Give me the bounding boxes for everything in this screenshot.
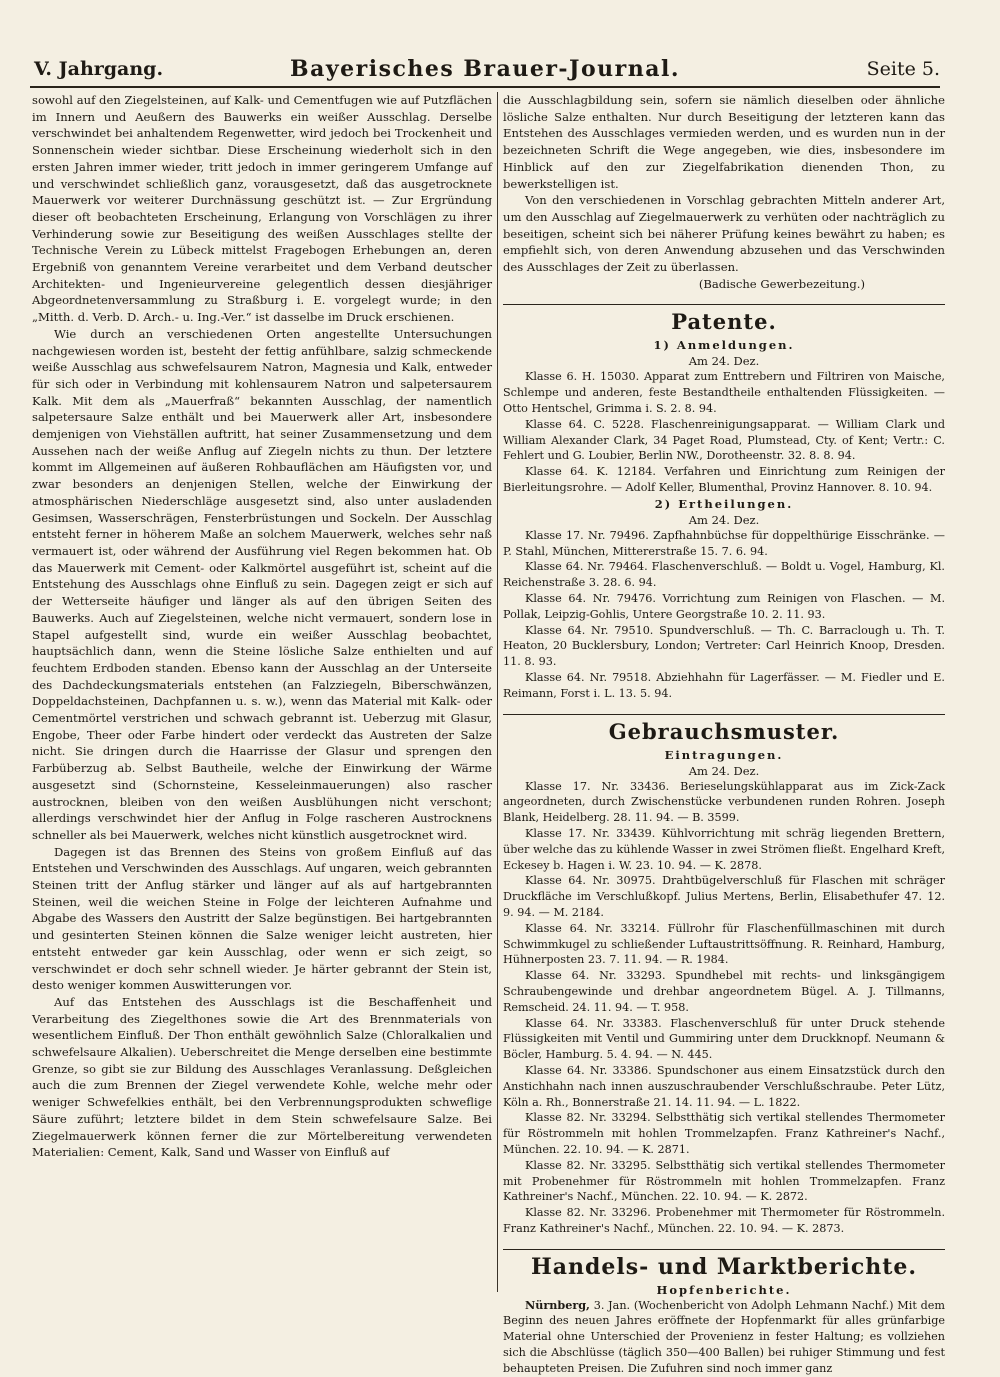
utility-model-entry: Klasse 17. Nr. 33436. Berieselungskühlapparat aus im Zick-Zack angeordneten, durch Zwischenstücke verbundenen runden Rohren. Joseph Blank, Heidelberg. 28. 11. 94. — B. 3599. bbox=[503, 779, 945, 825]
article-paragraph: Von den verschiedenen in Vorschlag gebrachten Mitteln anderer Art, um den Ausschlag auf Ziegelmauerwerk zu verhüten oder nachträglich zu beseitigen, scheint sich bei näherer Prüfung keines bewährt zu haben; es empfiehlt sich, von deren Anwendung abzusehen und das Verschwinden des Ausschlages der Zeit zu überlassen. bbox=[503, 193, 945, 275]
article-paragraph: Wie durch an verschiedenen Orten angestellte Untersuchungen nachgewiesen worden ist, besteht der fettig anfühlbare, salzig schmeckende weiße Ausschlag aus schwefelsaurem Natron, Magnesia und Kalk, entweder für sich oder in Verbindung mit kohlensaurem Natron und salpetersaurem Kalk. Mit dem als „Mauerfraß“ bekannten Ausschlag, der namentlich salpetersaure Salze enthält und bei Mauerwerk aller Art, insbesondere demjenigen von Viehställen auftritt, hat seiner Zusammensetzung und dem Aussehen nach der weiße Anflug auf Ziegeln nichts zu thun. Der letztere kommt im Allgemeinen auf äußeren Rohbauflächen am Häufigsten vor, und zwar besonders an denjenigen Stellen, welche der Einwirkung der atmosphärischen Niederschläge ausgesetzt sind, also unter ausladenden Gesimsen, Wasserschrägen, Fensterbrüstungen und Sockeln. Der Ausschlag entsteht ferner in höherem Maße an solchem Mauerwerk, welches sehr naß vermauert ist, oder während der Ausführung viel Regen bekommen hat. Ob das Mauerwerk mit Cement- oder Kalkmörtel ausgeführt ist, scheint auf die Entstehung des Ausschlags ohne Einfluß zu sein. Dagegen zeigt er sich auf der Wetterseite häufiger und länger als auf den übrigen Seiten des Bauwerks. Auch auf Ziegelsteinen, welche nicht vermauert, sondern lose in Stapel aufgestellt sind, wurde ein weißer Ausschlag beobachtet, hauptsächlich dann, wenn die Steine lösliche Salze enthielten und auf feuchtem Erdboden standen. Ebenso kann der Ausschlag an der Unterseite des Dachdeckungsmaterials entstehen (an Falzziegeln, Biberschwänzen, Doppeldachsteinen, Dachpfannen u. s. w.), wenn das Material mit Kalk- oder Cementmörtel verstrichen und schwach gebrannt ist. Ueberzug mit Glasur, Engobe, Theer oder Farbe hindert oder verdeckt das Austreten der Salze nicht. Sie dringen durch die Haarrisse der Glasur und sprengen den Farbüberzug ab. Selbst Bautheile, welche der Einwirkung der Wärme ausgesetzt sind (Schornsteine, Kesseleinmauerungen) also rascher austrocknen, bleiben von den weißen Ausblühungen nicht verschont; allerdings verschwindet hier der Anflug in Folge rascheren Austrocknens schneller als bei Mauerwerk, welches nicht künstlich ausgetrocknet wird. bbox=[32, 326, 492, 842]
section-rule bbox=[503, 1249, 945, 1250]
utility-model-entry: Klasse 64. Nr. 33383. Flaschenverschluß für unter Druck stehende Flüssigkeiten mit Ventil und Gummiring unter dem Druckknopf. Neumann & Böcler, Hamburg. 5. 4. 94. — N. 445. bbox=[503, 1016, 945, 1062]
report-place: Nürnberg, bbox=[525, 1297, 590, 1312]
date-line: Am 24. Dez. bbox=[688, 763, 760, 778]
section-title-handel: Handels- und Marktberichte. bbox=[530, 1253, 918, 1280]
utility-model-entry: Klasse 64. Nr. 33386. Spundschoner aus einem Einsatzstück durch den Anstichhahn nach innen auszuschraubender Verschlußschraube. Peter Lütz, Köln a. Rh., Bonnerstraße 21. 14. 11. 94. — L. 1822. bbox=[503, 1063, 945, 1109]
left-column bbox=[32, 92, 492, 1350]
patent-entry: Klasse 64. K. 12184. Verfahren und Einrichtung zum Reinigen der Bierleitungsrohre. — Adolf Keller, Blumenthal, Provinz Hannover. 8. 10. 94. bbox=[503, 465, 945, 495]
subsection-title: Hopfenberichte. bbox=[656, 1282, 792, 1297]
article-paragraph: Dagegen ist das Brennen des Steins von großem Einfluß auf das Entstehen und Verschwinden des Ausschlags. Auf ungaren, weich gebrannten Steinen tritt der Anflug stärker und länger auf als auf hartgebrannten Steinen, weil die weichen Steine in Folge der leichteren Aufnahme und Abgabe des Wassers den Austritt der Salze begünstigen. Bei hartgebrannten und gesinterten Steinen können die Salze weniger leicht austreten, hier entsteht entweder gar kein Ausschlag, oder wenn er sich zeigt, so verschwindet er doch sehr schnell wieder. Je härter gebrannt der Stein ist, desto weniger kommen Auswitterungen vor. bbox=[32, 844, 492, 993]
patent-entry: Klasse 64. Nr. 79476. Vorrichtung zum Reinigen von Flaschen. — M. Pollak, Leipzig-Gohlis, Untere Georgstraße 10. 2. 11. 93. bbox=[503, 592, 945, 621]
patent-entry: Klasse 17. Nr. 79496. Zapfhahnbüchse für doppelthürige Eisschränke. — P. Stahl, München, Mittererstraße 15. 7. 6. 94. bbox=[503, 528, 945, 558]
subsection-title: Eintragungen. bbox=[664, 747, 784, 762]
article-paragraph: Auf das Entstehen des Ausschlags ist die Beschaffenheit und Verarbeitung des Ziegelthones sowie die Art des Brennmaterials von wesentlichem Einfluß. Der Thon enthält gewöhnlich Salze (Chloralkalien und schwefelsaure Alkalien). Ueberschreitet die Menge derselben eine bestimmte Grenze, so gibt sie zur Bildung des Ausschlages Veranlassung. Deßgleichen auch die zum Brennen der Ziegel verwendete Kohle, welche mehr oder weniger Schwefelkies enthält, bei den Verbrennungsprodukten schweflige Säure zuführt; letztere bildet in dem Stein schwefelsaure Salze. Bei Ziegelmauerwerk können ferner die zur Mörtelbereitung verwendeten Materialien: Cement, Kalk, Sand und Wasser von Einfluß auf bbox=[32, 994, 492, 1160]
journal-title: Bayerisches Brauer-Journal. bbox=[290, 56, 680, 82]
article-paragraph: sowohl auf den Ziegelsteinen, auf Kalk- und Cementfugen wie auf Putzflächen im Innern und Aeußern des Bauwerks ein weißer Ausschlag. Derselbe verschwindet bei anhaltendem Regenwetter, wird jedoch bei Trockenheit und Sonnenschein wieder sichtbar. Diese Erscheinung wiederholt sich in den ersten Jahren immer wieder, tritt jedoch in immer geringerem Umfange auf und verschwindet schließlich ganz, vorausgesetzt, daß das ausgetrocknete Mauerwerk vor weiterer Durchnässung geschützt ist. — Zur Ergründung dieser oft beobachteten Erscheinung, Erlangung von Vorschlägen zu ihrer Verhinderung sowie zur Beseitigung des weißen Ausschlages stellte der Technische Verein zu Lübeck mittelst Fragebogen Erhebungen an, deren Ergebniß von genanntem Vereine verarbeitet und dem Verband deutscher Architekten- und Ingenieurvereine gelegentlich dessen diesjähriger Abgeordnetenversammlung zu Straßburg i. E. vorgelegt wurde; in den „Mitth. d. Verb. D. Arch.- u. Ing.-Ver.“ ist dasselbe im Druck erschienen. bbox=[32, 93, 492, 325]
utility-model-entry: Klasse 64. Nr. 33293. Spundhebel mit rechts- und linksgängigem Schraubengewinde und drehbar angeordnetem Bügel. A. J. Tillmanns, Remscheid. 24. 11. 94. — T. 958. bbox=[503, 969, 945, 1014]
date-line: Am 24. Dez. bbox=[688, 512, 760, 527]
patent-entry: Klasse 64. Nr. 79518. Abziehhahn für Lagerfässer. — M. Fiedler und E. Reimann, Forst i. L. 13. 5. 94. bbox=[503, 670, 945, 700]
report-text: 3. Jan. (Wochenbericht von Adolph Lehmann Nachf.) Mit dem Beginn des neuen Jahres eröffnete der Hopfenmarkt für alles grünfarbige Material ohne Unterschied der Provenienz in fester Haltung; es vollziehen sich die Abschlüsse (täglich 350—400 Ballen) bei ruhiger Stimmung und fest behaupteten Preisen. Die Zufuhren sind noch immer ganz bbox=[503, 1298, 945, 1375]
date-line: Am 24. Dez. bbox=[688, 354, 760, 369]
utility-model-entry: Klasse 82. Nr. 33295. Selbstthätig sich vertikal stellendes Thermometer mit Probenehmer für Röstrommeln mit hohlen Trommelzapfen. Franz Kathreiner's Nachf., München. 22. 10. 94. — K. 2872. bbox=[503, 1158, 945, 1204]
section-title-patente: Patente. bbox=[671, 309, 777, 335]
utility-model-entry: Klasse 82. Nr. 33296. Probenehmer mit Thermometer für Röstrommeln. Franz Kathreiner's Nachf., München. 22. 10. 94. — K. 2873. bbox=[503, 1206, 945, 1235]
page-number: Seite 5. bbox=[866, 58, 940, 80]
patent-entry: Klasse 64. Nr. 79510. Spundverschluß. — Th. C. Barraclough u. Th. T. Heaton, 20 Bucklersbury, London; Vertreter: Carl Heinrich Knoop, Dresden. 11. 8. 93. bbox=[503, 623, 945, 669]
utility-model-entry: Klasse 64. Nr. 30975. Drahtbügelverschluß für Flaschen mit schräger Druckfläche im Verschlußkopf. Julius Mertens, Berlin, Elisabethufer 47. 12. 9. 94. — M. 2184. bbox=[503, 874, 945, 919]
patent-entry: Klasse 6. H. 15030. Apparat zum Enttrebern und Filtriren von Maische, Schlempe und anderen, feste Bestandtheile enthaltenden Flüssigkeiten. — Otto Hentschel, Grimma i. S. 2. 8. 94. bbox=[503, 370, 945, 416]
subsection-title: 2) Ertheilungen. bbox=[654, 496, 794, 511]
market-report bbox=[503, 1298, 945, 1377]
section-rule bbox=[503, 304, 945, 305]
patent-entry: Klasse 64. C. 5228. Flaschenreinigungsapparat. — William Clark und William Alexander Clark, 34 Paget Road, Plumstead, Cty. of Kent; Vertr.: C. Fehlert und G. Loubier, Berlin NW., Dorotheenstr. 32. 8. 8. 94. bbox=[503, 417, 945, 463]
volume-label: V. Jahrgang. bbox=[34, 58, 164, 80]
right-column bbox=[503, 92, 945, 1375]
subsection-title: 1) Anmeldungen. bbox=[653, 338, 795, 353]
article-paragraph: die Ausschlagbildung sein, sofern sie nämlich dieselben oder ähnliche lösliche Salze enthalten. Nur durch Beseitigung der letzteren kann das Entstehen des Ausschlages vermieden werden, und es wurden nun in der bezeichneten Schrift die Wege angegeben, wie dies, insbesondere im Hinblick auf den zur Ziegelfabrikation dienenden Thon, zu bewerkstelligen ist. bbox=[503, 93, 945, 191]
utility-model-entry: Klasse 17. Nr. 33439. Kühlvorrichtung mit schräg liegenden Brettern, über welche das zu kühlende Wasser in zwei Strömen fließt. Engelhard Kreft, Eckesey b. Hagen i. W. 23. 10. 94. — K. 2878. bbox=[503, 826, 945, 872]
section-rule bbox=[503, 714, 945, 715]
source-citation: (Badische Gewerbezeitung.) bbox=[698, 276, 865, 291]
utility-model-entry: Klasse 64. Nr. 33214. Füllrohr für Flaschenfüllmaschinen mit durch Schwimmkugel zu schließender Luftaustrittsöffnung. R. Reinhard, Hamburg, Hühnerposten 23. 7. 11. 94. — R. 1984. bbox=[503, 921, 945, 967]
utility-model-entry: Klasse 82. Nr. 33294. Selbstthätig sich vertikal stellendes Thermometer für Röstrommeln mit hohlen Trommelzapfen. Franz Kathreiner's Nachf., München. 22. 10. 94. — K. 2871. bbox=[503, 1111, 945, 1156]
page-header bbox=[30, 52, 940, 88]
column-divider bbox=[497, 92, 498, 1292]
patent-entry: Klasse 64. Nr. 79464. Flaschenverschluß. — Boldt u. Vogel, Hamburg, Kl. Reichenstraße 3. 28. 6. 94. bbox=[503, 560, 945, 590]
section-title-gebrauchsmuster: Gebrauchsmuster. bbox=[608, 718, 840, 744]
